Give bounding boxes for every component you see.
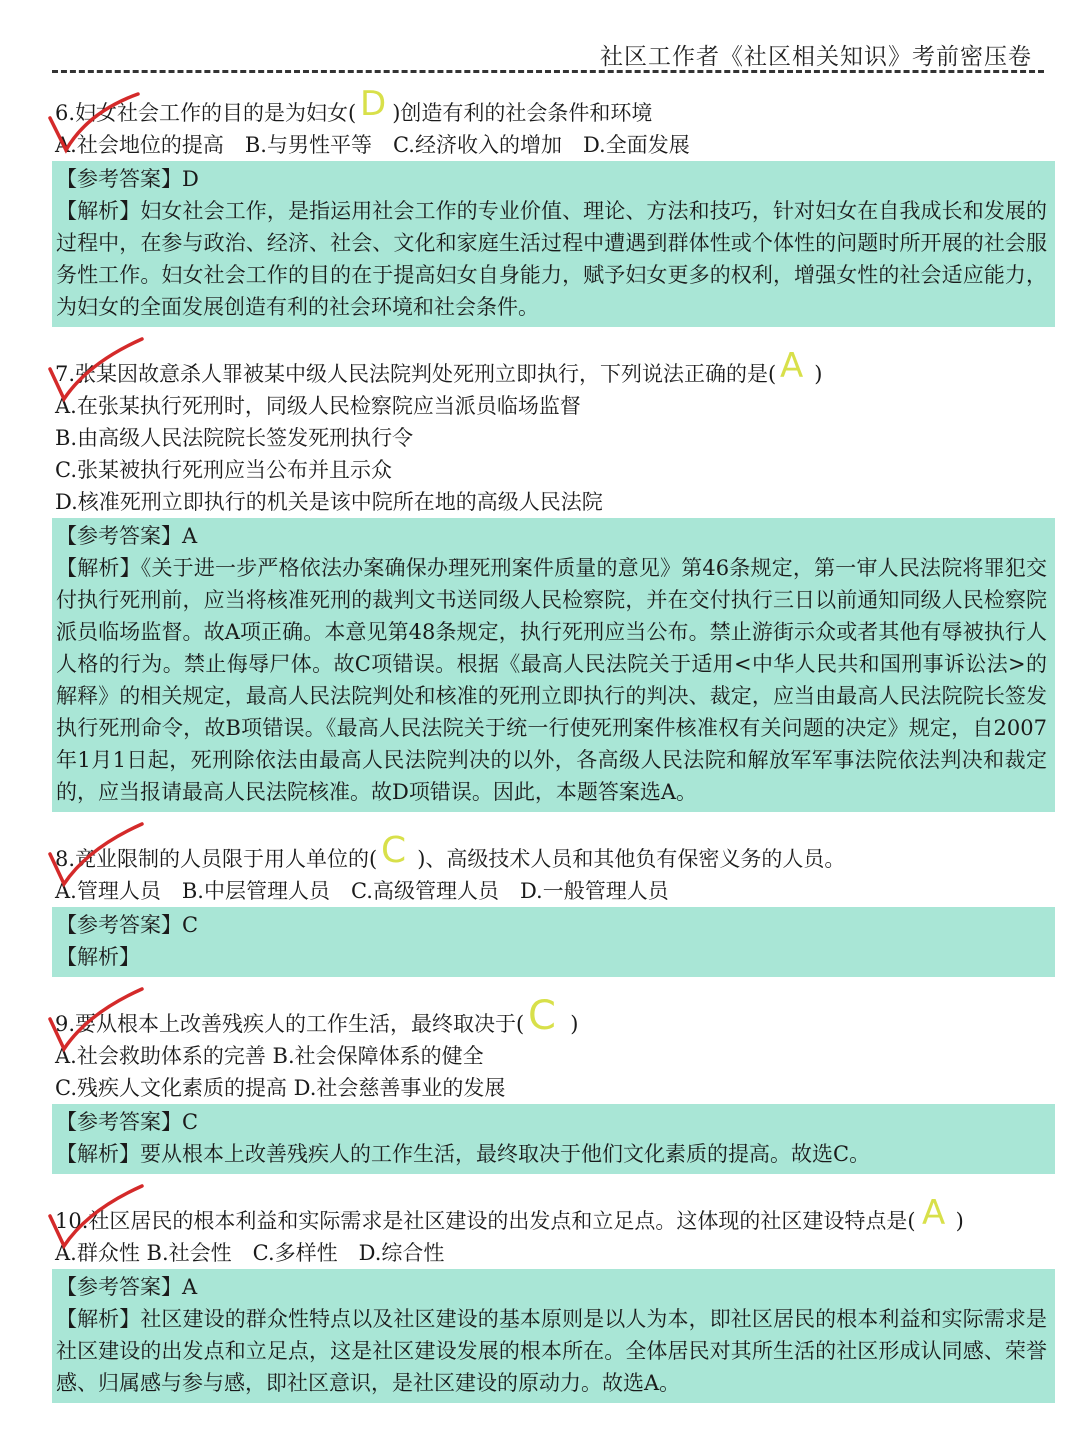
stem-text: 8.竞业限制的人员限于用人单位的( — [55, 847, 378, 871]
question-10 — [0, 1196, 1080, 1403]
analysis-text: 【解析】《关于进一步严格依法办案确保办理死刑案件质量的意见》第46条规定，第一审人民法院将罪犯交付执行死刑前，应当将核准死刑的裁判文书送同级人民检察院，并在交付执行三日以前通知同级人民检察院派员临场监督。故A项正确。本意见第48条规定，执行死刑应当公布。禁止游街示众或者其他有辱被执行人人格的行为。禁止侮辱尸体。故C项错误。根据《最高人民法院关于适用<中华人民共和国刑事诉讼法>的解释》的相关规定，最高人民法院判处和核准的死刑立即执行的判决、裁定，应当由最高人民法院院长签发执行死刑命令，故B项错误。《最高人民法院关于统一行使死刑案件核准权有关问题的决定》规定，自2007年1月1日起，死刑除依法由最高人民法院判决的以外，各高级人民法院和解放军军事法院依法判决和裁定的，应当报请最高人民法院核准。故D项错误。因此，本题答案选A。 — [56, 556, 1047, 804]
answer-box — [52, 161, 1055, 327]
reference-answer: 【参考答案】C — [56, 913, 199, 937]
handwritten-answer — [356, 88, 392, 129]
analysis-text: 【解析】要从根本上改善残疾人的工作生活，最终取决于他们文化素质的提高。故选C。 — [56, 1142, 871, 1166]
answer-box — [52, 1269, 1055, 1403]
answer-box — [52, 518, 1055, 812]
stem-text: 7.张某因故意杀人罪被某中级人民法院判处死刑立即执行，下列说法正确的是( — [55, 362, 777, 386]
option-line: A.社会救助体系的完善 B.社会保障体系的健全 — [55, 1044, 484, 1068]
option-line: A.社会地位的提高 B.与男性平等 C.经济收入的增加 D.全面发展 — [55, 133, 690, 157]
question-7 — [0, 349, 1080, 812]
analysis-text: 【解析】妇女社会工作，是指运用社会工作的专业价值、理论、方法和技巧，针对妇女在自我成长和发展的过程中，在参与政治、经济、社会、文化和家庭生活过程中遭遇到群体性或个体性的问题时所开展的社会服务性工作。妇女社会工作的目的在于提高妇女自身能力，赋予妇女更多的权利，增强女性的社会适应能力，为妇女的全面发展创造有利的社会环境和社会条件。 — [56, 199, 1047, 319]
analysis-text: 【解析】社区建设的群众性特点以及社区建设的基本原则是以人为本，即社区居民的根本利益和实际需求是社区建设的出发点和立足点，这是社区建设发展的根本所在。全体居民对其所生活的社区形成认同感、荣誉感、归属感与参与感，即社区意识，是社区建设的原动力。故选A。 — [56, 1307, 1047, 1395]
question-list — [0, 88, 1080, 1403]
option-line: C.张某被执行死刑应当公布并且示众 — [55, 458, 392, 482]
option-line: A.在张某执行死刑时，同级人民检察院应当派员临场监督 — [55, 394, 581, 418]
svg-text:C: C — [528, 999, 557, 1031]
stem-text: 6.妇女社会工作的目的是为妇女( — [55, 101, 357, 125]
answer-box — [52, 907, 1055, 977]
svg-text:A: A — [780, 349, 804, 381]
stem-text-after: )、高级技术人员和其他负有保密义务的人员。 — [417, 847, 846, 871]
option-line: A.群众性 B.社会性 C.多样性 D.综合性 — [55, 1241, 445, 1265]
stem-text: 10.社区居民的根本利益和实际需求是社区建设的出发点和立足点。这体现的社区建设特点是( — [55, 1209, 916, 1233]
svg-text:D: D — [360, 88, 387, 120]
reference-answer: 【参考答案】C — [56, 1110, 199, 1134]
reference-answer: 【参考答案】A — [56, 524, 198, 548]
handwritten-answer — [377, 834, 417, 875]
answer-box — [52, 1104, 1055, 1174]
page-header-title: 社区工作者《社区相关知识》考前密压卷 — [600, 44, 1032, 70]
question-stem — [0, 349, 1080, 390]
handwritten-answer — [524, 999, 570, 1040]
question-8 — [0, 834, 1080, 977]
reference-answer: 【参考答案】D — [56, 167, 199, 191]
question-9 — [0, 999, 1080, 1174]
analysis-text: 【解析】 — [56, 945, 140, 969]
question-stem — [0, 88, 1080, 129]
option-line: B.由高级人民法院院长签发死刑执行令 — [55, 426, 414, 450]
handwritten-answer — [916, 1196, 956, 1237]
stem-text-after: )创造有利的社会条件和环境 — [392, 101, 653, 125]
option-line: C.残疾人文化素质的提高 D.社会慈善事业的发展 — [55, 1076, 506, 1100]
reference-answer: 【参考答案】A — [56, 1275, 198, 1299]
question-stem — [0, 999, 1080, 1040]
option-line: A.管理人员 B.中层管理人员 C.高级管理人员 D.一般管理人员 — [55, 879, 669, 903]
option-line: D.核准死刑立即执行的机关是该中院所在地的高级人民法院 — [55, 490, 603, 514]
stem-text-after: ) — [814, 362, 823, 386]
question-stem — [0, 834, 1080, 875]
question-stem — [0, 1196, 1080, 1237]
stem-text-after: ) — [570, 1012, 579, 1036]
stem-text-after: ) — [955, 1209, 964, 1233]
stem-text: 9.要从根本上改善残疾人的工作生活，最终取决于( — [55, 1012, 525, 1036]
svg-text:A: A — [921, 1196, 945, 1228]
question-6 — [0, 88, 1080, 327]
handwritten-answer — [776, 349, 814, 390]
header-divider — [52, 70, 1044, 73]
svg-text:C: C — [381, 834, 407, 866]
